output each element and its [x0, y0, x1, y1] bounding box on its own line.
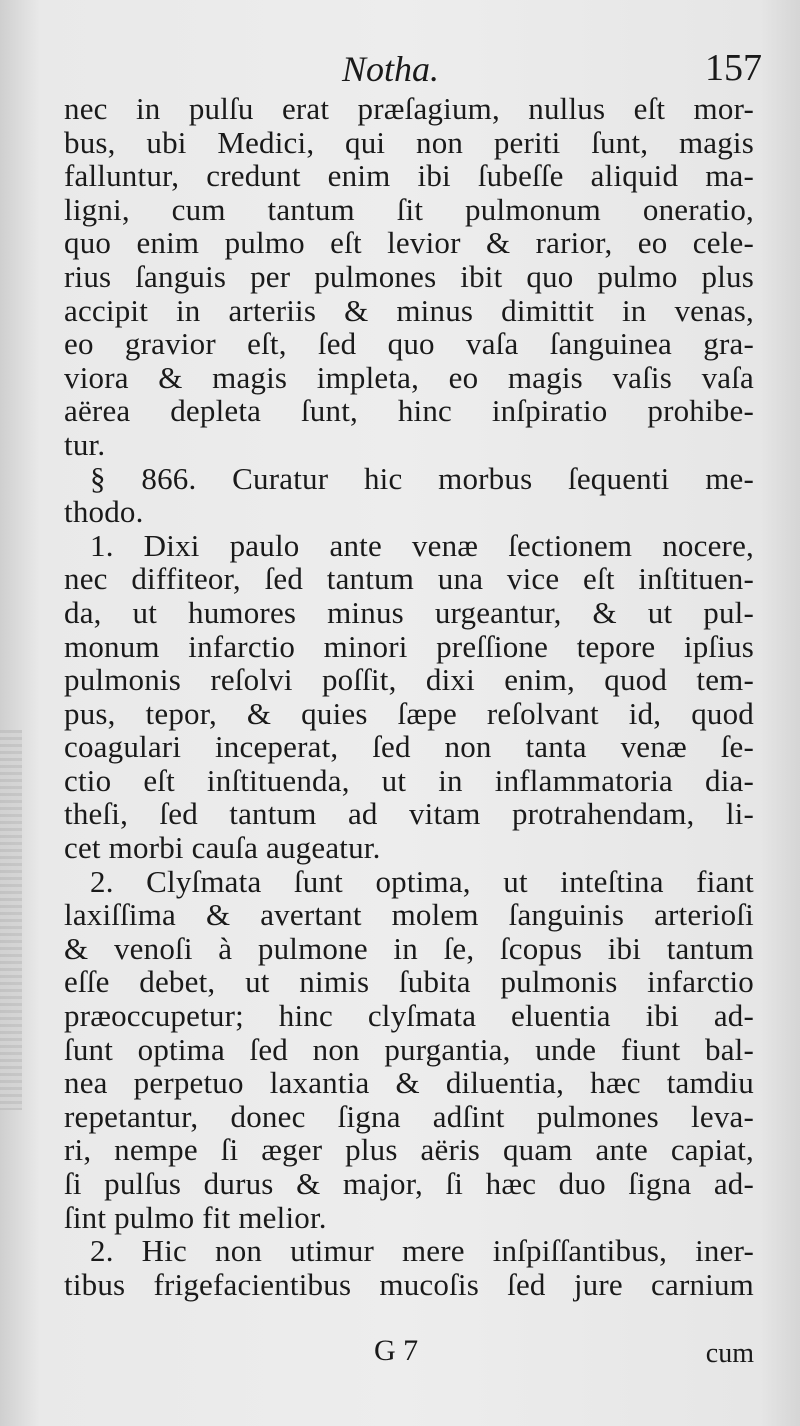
numbered-item-line: 2. Clyſmata ſunt optima, ut inteſtina fiant [90, 863, 754, 899]
text-line: nec in pulſu erat præſagium, nullus eſt mor- [64, 91, 754, 126]
page-footer [64, 1334, 754, 1374]
text-line: coagulari inceperat, ſed non tanta venæ ſe- [64, 729, 754, 765]
numbered-item-line: 2. Hic non utimur mere inſpiſſantibus, iner- [90, 1233, 754, 1269]
text-line: laxiſſima & avertant molem ſanguinis arterioſi [64, 897, 754, 933]
text-line: nec diffiteor, ſed tantum una vice eſt inſtituen- [64, 561, 754, 597]
text-line: pulmonis reſolvi poſſit, dixi enim, quod tem- [64, 662, 754, 698]
text-line: quo enim pulmo eſt levior & rarior, eo cele- [64, 225, 754, 261]
text-line: ſunt optima ſed non purgantia, unde fiunt bal- [64, 1031, 754, 1067]
body-text [64, 92, 754, 1301]
text-line: tibus frigefacientibus mucoſis ſed jure carnium [64, 1266, 754, 1302]
text-line: præoccupetur; hinc clyſmata eluentia ibi ad- [64, 998, 754, 1034]
text-line: aërea depleta ſunt, hinc inſpiratio prohibe- [64, 393, 754, 429]
text-line: ligni, cum tantum ſit pulmonum oneratio, [64, 191, 754, 227]
text-line: ſint pulmo fit melior. [64, 1199, 327, 1235]
text-line: nea perpetuo laxantia & diluentia, hæc tamdiu [64, 1065, 754, 1101]
text-line: eo gravior eſt, ſed quo vaſa ſanguinea gra- [64, 326, 754, 362]
text-line: rius ſanguis per pulmones ibit quo pulmo plus [64, 258, 754, 294]
text-line: tur. [64, 426, 106, 462]
text-line: theſi, ſed tantum ad vitam protrahendam, li- [64, 796, 754, 832]
text-line: & venoſi à pulmone in ſe, ſcopus ibi tantum [64, 930, 754, 966]
text-line: thodo. [64, 494, 144, 530]
text-line: ſi pulſus durus & major, ſi hæc duo ſigna ad- [64, 1166, 754, 1201]
text-line: monum infarctio minori preſſione tepore ipſius [64, 628, 754, 664]
signature-mark: G 7 [374, 1334, 419, 1367]
text-line: da, ut humores minus urgeantur, & ut pul- [64, 594, 754, 630]
text-line: eſſe debet, ut nimis ſubita pulmonis infarctio [64, 964, 754, 1000]
text-line: pus, tepor, & quies ſæpe reſolvant id, quod [64, 695, 754, 731]
text-line: repetantur, donec ſigna adſint pulmones leva- [64, 1098, 754, 1134]
page-number: 157 [705, 47, 762, 89]
section-heading-line: § 866. Curatur hic morbus ſequenti me- [90, 460, 754, 496]
numbered-item-line: 1. Dixi paulo ante venæ ſectionem nocere, [90, 527, 754, 563]
running-head: Notha. [342, 49, 440, 89]
catchword: cum [705, 1338, 754, 1369]
text-line: ri, nempe ſi æger plus aëris quam ante capiat, [64, 1132, 754, 1168]
text-line: viora & magis impleta, eo magis vaſis vaſa [64, 359, 754, 395]
text-line: bus, ubi Medici, qui non periti ſunt, magis [64, 124, 754, 160]
text-line: accipit in arteriis & minus dimittit in venas, [64, 292, 754, 328]
text-line: cet morbi cauſa augeatur. [64, 830, 381, 866]
text-line: falluntur, credunt enim ibi ſubeſſe aliquid ma- [64, 158, 754, 194]
text-line: ctio eſt inſtituenda, ut in inflammatoria dia- [64, 762, 754, 798]
page-binding-edge [0, 730, 22, 1110]
